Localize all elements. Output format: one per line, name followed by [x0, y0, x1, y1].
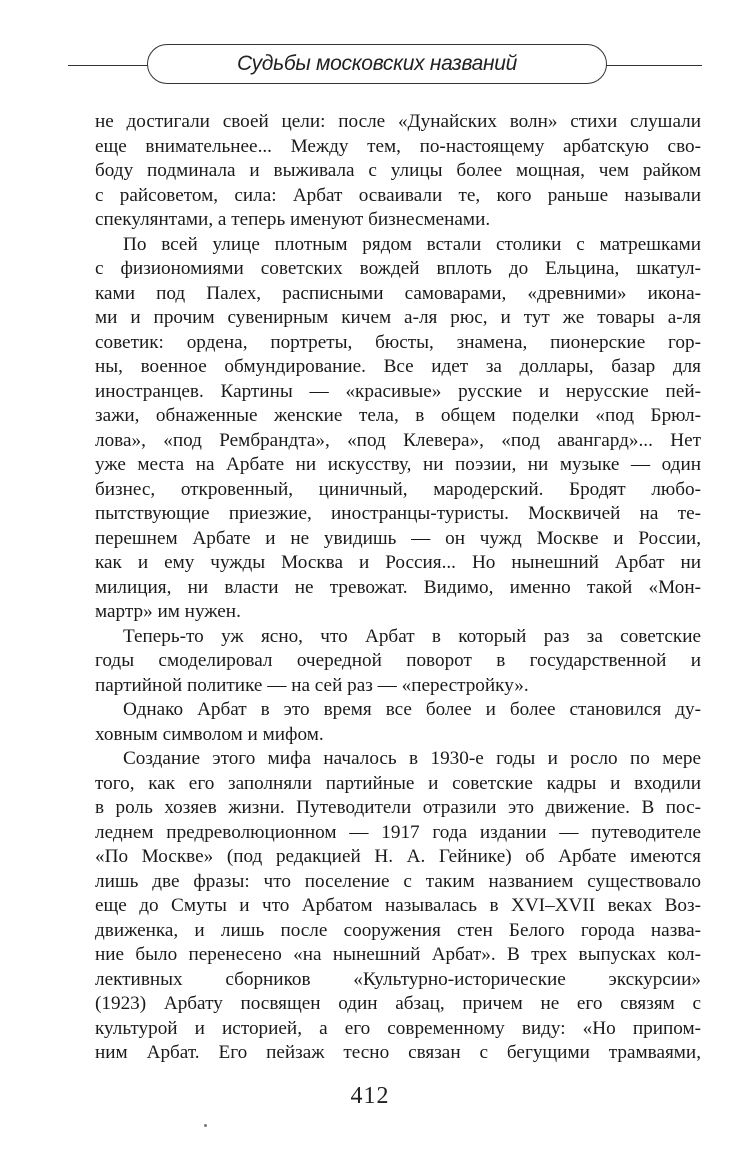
text-line: мартр» им нужен.: [95, 601, 241, 622]
running-header: [147, 44, 607, 84]
text-line: движенка, и лишь после сооружения стен Белого города назва-: [95, 919, 701, 941]
scan-speck: [204, 1124, 207, 1127]
text-line: ны, военное обмундирование. Все идет за доллары, базар для: [95, 356, 701, 377]
text-line: с райсоветом, сила: Арбат осваивали те, кого раньше называли: [95, 184, 701, 206]
text-line: спекулянтами, а теперь именуют бизнесменами.: [95, 209, 491, 230]
text-line: не достигали своей цели: после «Дунайских волн» стихи слушали: [95, 111, 701, 132]
text-line: ним Арбат. Его пейзаж тесно связан с бегущими трамваями,: [95, 1042, 701, 1063]
page-number: 412: [350, 1083, 390, 1109]
text-line: советик: ордена, портреты, бюсты, знамена, пионерские гор-: [95, 331, 701, 353]
text-line: зажи, обнаженные женские тела, в общем поделки «под Брюл-: [95, 405, 701, 426]
text-line: еще до Смуты и что Арбатом называлась в XVI–XVII веках Воз-: [95, 895, 701, 916]
text-line: По всей улице плотным рядом встали столики с матрешками: [123, 233, 701, 255]
text-line: партийной политике — на сей раз — «перестройку».: [95, 674, 529, 696]
text-line: того, как его заполняли партийные и советские кадры и входили: [95, 772, 701, 794]
text-line: лова», «под Рембрандта», «под Клевера», «под авангард»... Нет: [95, 429, 701, 451]
text-line: леднем предреволюционном — 1917 года издании — путеводителе: [95, 821, 701, 843]
text-line: лективных сборников «Культурно-исторические экскурсии»: [95, 968, 701, 990]
text-line: ками под Палех, расписными самоварами, «древними» икона-: [95, 282, 701, 304]
text-line: милиция, ни власти не тревожат. Видимо, именно такой «Мон-: [95, 576, 701, 598]
text-line: Теперь-то уж ясно, что Арбат в который раз за советские: [123, 625, 701, 647]
text-line: годы смоделировал очередной поворот в государственной и: [95, 650, 701, 671]
text-line: уже места на Арбате ни искусству, ни поэзии, ни музыке — один: [95, 454, 701, 475]
text-line: лишь две фразы: что поселение с таким названием существовало: [95, 870, 701, 892]
text-line: ние было перенесено «на нынешний Арбат». В трех выпусках кол-: [95, 944, 701, 965]
text-line: пытствующие приезжие, иностранцы-туристы. Москвичей на те-: [95, 503, 701, 524]
text-line: Однако Арбат в это время все более и более становился ду-: [123, 699, 701, 720]
text-line: перешнем Арбате и не увидишь — он чужд Москве и России,: [95, 527, 701, 549]
running-header-title: Судьбы московских названий: [236, 52, 518, 75]
text-line: ми и прочим сувенирным кичем а-ля рюс, и тут же товары а-ля: [95, 307, 701, 328]
page-body-text: [95, 110, 701, 1066]
text-line: ховным символом и мифом.: [95, 723, 324, 745]
text-line: в роль хозяев жизни. Путеводители отразили это движение. В пос-: [95, 797, 701, 818]
text-line: Создание этого мифа началось в 1930-е годы и росло по мере: [123, 748, 701, 769]
header-rule-left: [68, 65, 148, 66]
text-line: «По Москве» (под редакцией Н. А. Гейнике) об Арбате имеются: [95, 846, 701, 867]
text-line: (1923) Арбату посвящен один абзац, причем не его связям с: [95, 993, 701, 1014]
text-line: еще внимательнее... Между тем, по-настоящему арбатскую сво-: [95, 135, 701, 157]
header-rule-right: [606, 65, 702, 66]
text-line: бизнес, откровенный, циничный, мародерский. Бродят любо-: [95, 478, 701, 500]
text-line: как и ему чужды Москва и Россия... Но нынешний Арбат ни: [95, 552, 701, 573]
text-line: с физиономиями советских вождей вплоть до Ельцина, шкатул-: [95, 258, 701, 279]
text-line: культурой и историей, а его современному виду: «Но припом-: [95, 1017, 701, 1039]
text-line: иностранцев. Картины — «красивые» русские и нерусские пей-: [95, 380, 701, 402]
text-line: боду подминала и выживала с улицы более мощная, чем райком: [95, 160, 701, 181]
